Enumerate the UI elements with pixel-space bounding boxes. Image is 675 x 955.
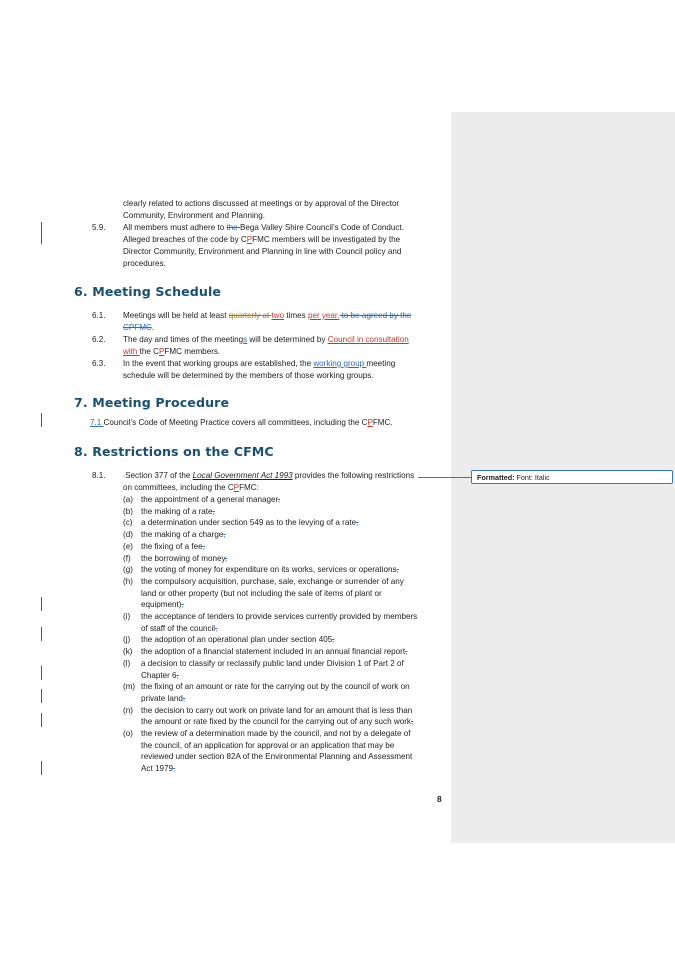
item-5-9-line: procedures. bbox=[123, 259, 166, 268]
item-6-1-line: CPFMC. bbox=[123, 323, 155, 332]
restriction-text: the fixing of an amount or rate for the carrying out by the council of work on bbox=[141, 682, 410, 692]
restriction-text: reviewed under section 82A of the Environmental Planning and Assessment bbox=[141, 752, 413, 762]
restriction-text: a determination under section 549 as to the levying of a rate, bbox=[141, 518, 359, 528]
deleted-comma: , bbox=[332, 635, 335, 645]
item-8-1-line: on committees, including the CPFMC: bbox=[123, 483, 259, 492]
deleted-comma: , bbox=[172, 764, 176, 774]
change-bar bbox=[41, 761, 42, 775]
change-bar bbox=[41, 413, 42, 427]
deleted-comma: , bbox=[202, 541, 205, 551]
restriction-text: the voting of money for expenditure on its works, services or operations, bbox=[141, 565, 399, 575]
item-6-3-line: schedule will be determined by the members of those working groups. bbox=[123, 371, 374, 380]
deleted-comma: , bbox=[277, 495, 281, 504]
page-number: 8 bbox=[437, 794, 442, 804]
item-7-1-line: 7.1 Council’s Code of Meeting Practice covers all committees, including the CPFMC. bbox=[90, 418, 393, 427]
restriction-label: (m) bbox=[123, 682, 136, 692]
restriction-label: (o) bbox=[123, 729, 133, 738]
item-5-9-line: All members must adhere to the Bega Valley Shire Council’s Code of Conduct. bbox=[123, 223, 404, 232]
restriction-text: land or other property (but not including the sale of items of plant or bbox=[141, 588, 382, 598]
restriction-text: Act 1979, bbox=[141, 764, 176, 774]
restriction-text: the decision to carry out work on private land for an amount that is less than bbox=[141, 705, 413, 715]
item-number: 6.3. bbox=[92, 359, 106, 368]
restriction-text: the council, of an application for approval or an application that may be bbox=[141, 740, 395, 750]
restriction-label: (h) bbox=[123, 576, 133, 586]
restriction-label: (n) bbox=[123, 705, 133, 715]
restriction-text: a decision to classify or reclassify public land under Division 1 of Part 2 of bbox=[141, 658, 404, 668]
restriction-label: (b) bbox=[123, 506, 133, 516]
restriction-text: Chapter 6, bbox=[141, 670, 179, 680]
restriction-label: (k) bbox=[123, 647, 133, 657]
restriction-text: the making of a rate, bbox=[141, 506, 215, 516]
item-6-1-line: Meetings will be held at least quarterly at two times per year. to be agreed by the bbox=[123, 311, 412, 320]
restriction-text: the adoption of an operational plan under section 405, bbox=[141, 635, 335, 645]
change-bar bbox=[41, 689, 42, 703]
deleted-comma: , bbox=[396, 565, 399, 575]
item-number: 6.1. bbox=[92, 311, 106, 320]
heading-meeting-schedule: 6. Meeting Schedule bbox=[74, 284, 222, 299]
deleted-comma: , bbox=[405, 647, 408, 657]
deleted-comma: , bbox=[181, 600, 184, 610]
restriction-text: the appointment of a general manager, bbox=[141, 495, 281, 504]
restriction-text: the adoption of a financial statement included in an annual financial report, bbox=[141, 647, 408, 657]
restriction-label: (g) bbox=[123, 565, 133, 575]
restriction-label: (l) bbox=[123, 658, 131, 668]
restriction-text: of staff of the council, bbox=[141, 623, 218, 633]
item-number: 5.9. bbox=[92, 223, 106, 232]
restriction-text: private land, bbox=[141, 693, 186, 703]
restriction-label: (j) bbox=[123, 635, 131, 645]
restriction-text: the amount or rate fixed by the council for the carrying out of any such work, bbox=[141, 717, 414, 727]
restriction-text: the fixing of a fee, bbox=[141, 541, 205, 551]
restriction-text: the compulsory acquisition, purchase, sale, exchange or surrender of any bbox=[141, 576, 404, 586]
item-6-3-line: In the event that working groups are established, the working group meeting bbox=[123, 359, 396, 368]
item-5-9-line: Alleged breaches of the code by CPFMC members will be investigated by the bbox=[123, 235, 401, 244]
restriction-label: (c) bbox=[123, 518, 133, 528]
heading-restrictions: 8. Restrictions on the CFMC bbox=[74, 444, 274, 459]
item-number: 6.2. bbox=[92, 335, 106, 344]
item-6-2-line: The day and times of the meetings will be determined by Council in consultation bbox=[123, 335, 409, 344]
paragraph-line: clearly related to actions discussed at meetings or by approval of the Director bbox=[123, 199, 400, 208]
change-bar bbox=[41, 597, 42, 611]
item-5-9-line: Director Community, Environment and Planning in line with Council policy and bbox=[123, 247, 402, 256]
change-bar bbox=[41, 666, 42, 680]
restriction-label: (i) bbox=[123, 612, 131, 621]
paragraph-line: Community, Environment and Planning. bbox=[123, 211, 266, 220]
restriction-text: equipment), bbox=[141, 600, 184, 610]
restriction-label: (a) bbox=[123, 495, 133, 504]
restriction-text: the review of a determination made by the council, and not by a delegate of bbox=[141, 729, 411, 738]
deleted-comma: , bbox=[182, 693, 186, 703]
deleted-comma: , bbox=[176, 670, 179, 680]
restriction-label: (e) bbox=[123, 541, 133, 551]
comment-connector bbox=[418, 477, 471, 478]
change-bar bbox=[41, 713, 42, 727]
deleted-comma: , bbox=[356, 518, 359, 528]
item-8-1-line: ◦Section 377 of the Local Government Act 1993 provides the following restrictions bbox=[123, 471, 415, 480]
deleted-comma: , bbox=[223, 530, 226, 540]
restriction-text: the acceptance of tenders to provide services currently provided by members bbox=[141, 612, 418, 621]
restriction-text: the making of a charge, bbox=[141, 530, 226, 540]
change-bar bbox=[41, 222, 42, 244]
formatting-comment[interactable]: Formatted: Font: Italic bbox=[471, 470, 673, 484]
deleted-comma: , bbox=[224, 553, 228, 563]
change-bar bbox=[41, 627, 42, 641]
deleted-comma: , bbox=[410, 717, 414, 727]
deleted-comma: , bbox=[212, 506, 215, 516]
restriction-label: (f) bbox=[123, 553, 131, 563]
deleted-comma: , bbox=[215, 623, 218, 633]
restriction-text: the borrowing of money, bbox=[141, 553, 228, 563]
heading-meeting-procedure: 7. Meeting Procedure bbox=[74, 395, 230, 410]
restriction-label: (d) bbox=[123, 530, 133, 540]
item-number: 8.1. bbox=[92, 471, 106, 480]
item-6-2-line: with the CPFMC members. bbox=[123, 347, 221, 356]
